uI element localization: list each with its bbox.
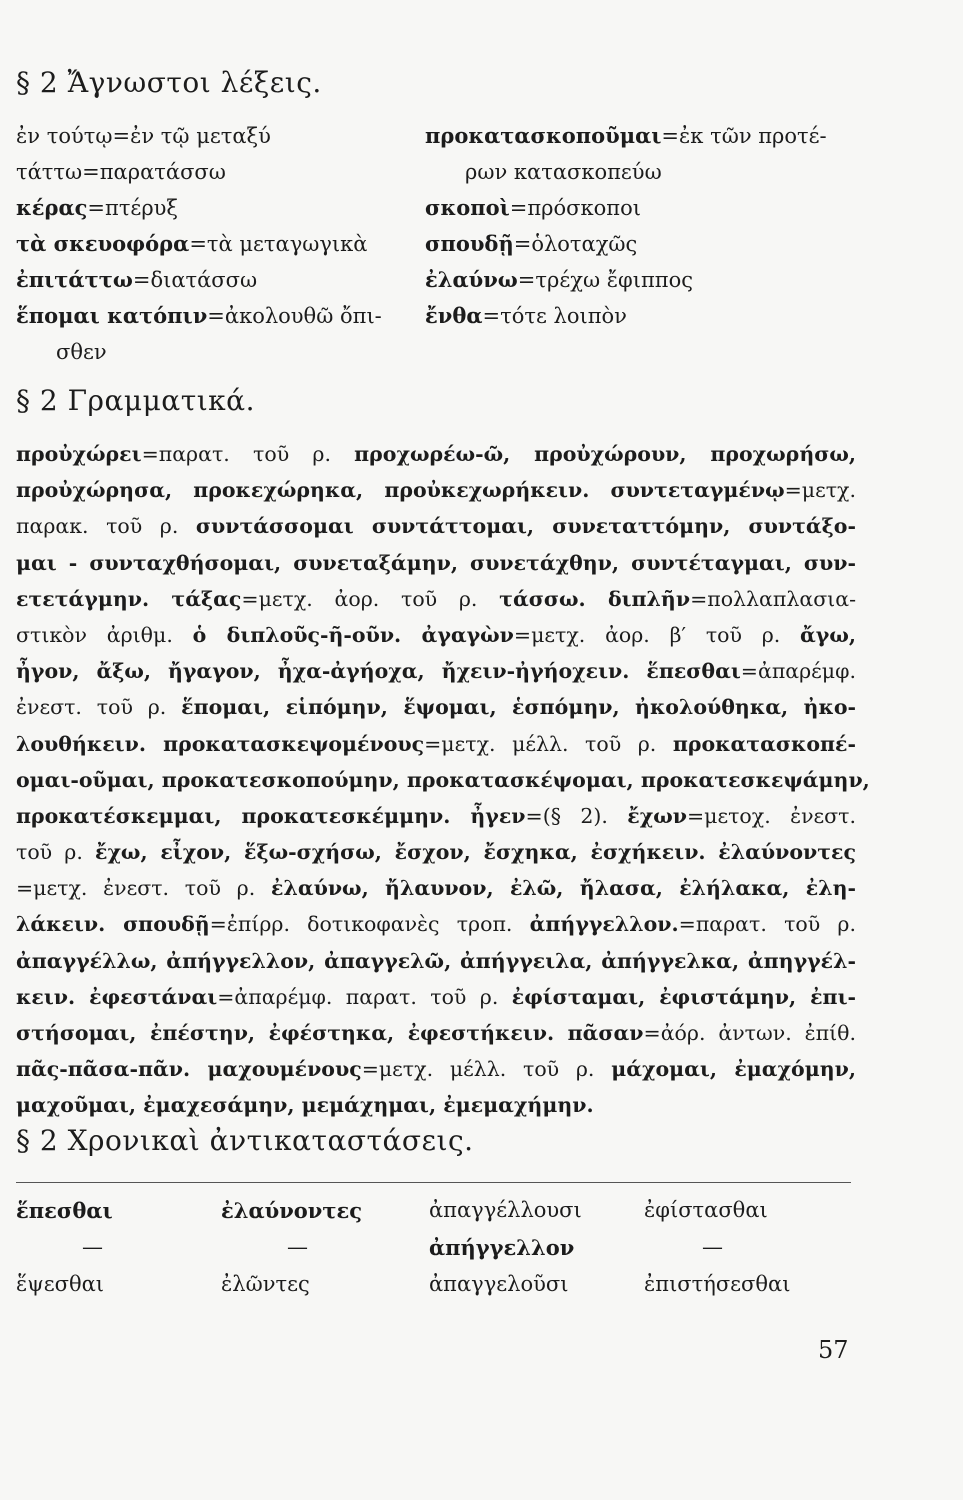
tense-form: ἐλῶντες: [221, 1272, 310, 1296]
vocab-entry: [425, 154, 945, 190]
grammar-form: ἐφίσταμαι, ἐφιστάμην, ἐπι-: [511, 984, 856, 1009]
grammar-form: στήσομαι, ἐπέστην, ἐφέστηκα, ἐφεστήκειν. πᾶσαν: [16, 1021, 644, 1045]
grammar-note: =ἐπίρρ. δοτικοφανὲς τροπ.: [209, 912, 530, 937]
tense-form: —: [287, 1235, 308, 1259]
grammar-line: [16, 581, 856, 617]
grammar-line: [16, 472, 856, 508]
vocab-entry: [16, 298, 396, 334]
tense-row: [16, 1235, 856, 1272]
grammar-note: =μετχ. μέλλ. τοῦ ρ.: [424, 731, 673, 756]
vocab-gloss: τάττω=παρατάσσω: [16, 160, 226, 184]
grammar-form: ἔχων: [627, 803, 687, 828]
tense-cell: [429, 1198, 582, 1222]
vocab-entry: [425, 118, 945, 154]
page-number: 57: [818, 1336, 849, 1364]
vocab-gloss: ἐν τούτῳ=ἐν τῷ μεταξύ: [16, 124, 271, 148]
grammar-form: μαι - συνταχθήσομαι, συνεταξάμην, συνετάχθην, συντέταγμαι, συν-: [16, 550, 856, 575]
grammar-note: =μετχ. ἀορ. τοῦ ρ.: [241, 586, 500, 611]
grammar-line: [16, 545, 856, 581]
tense-form: ἕψεσθαι: [16, 1272, 105, 1296]
grammar-note: =(§ 2).: [525, 803, 628, 828]
tense-cell: [221, 1272, 310, 1296]
grammar-line: [16, 943, 856, 979]
vocab-term: ἔνθα: [425, 303, 483, 328]
grammar-form: συντάσσομαι συντάττομαι, συνεταττόμην, συντάξο-: [195, 514, 856, 539]
vocab-term: τὰ σκευοφόρα: [16, 231, 190, 256]
grammar-note: =ἀπαρέμφ. παρατ. τοῦ ρ.: [217, 984, 512, 1009]
grammar-form: προὐχώρησα, προκεχώρηκα, προὐκεχωρήκειν. συντεταγμένῳ: [16, 478, 785, 503]
grammar-note: =μετχ.: [784, 478, 856, 503]
vocab-term: ἐπιτάττω: [16, 267, 133, 292]
tense-cell: [16, 1235, 103, 1259]
tense-form: ἐπιστήσεσθαι: [644, 1272, 791, 1296]
grammar-line: [16, 870, 856, 906]
vocab-gloss: =τρέχω ἔφιππος: [517, 268, 693, 292]
vocab-gloss: =ἐκ τῶν προτέ-: [661, 124, 827, 148]
grammar-form: προκατασκοπέ-: [672, 731, 856, 756]
grammar-form: ετετάγμην. τάξας: [16, 586, 242, 611]
vocab-gloss: σθεν: [56, 340, 107, 364]
grammar-note: =ἀόρ. ἀντων. ἐπίθ.: [643, 1021, 856, 1045]
tense-form: ἀπαγγέλλουσι: [429, 1198, 582, 1222]
vocab-entry: [16, 262, 396, 298]
tense-cell: [221, 1198, 362, 1223]
vocab-right-column: [425, 118, 945, 334]
grammar-line: [16, 1087, 856, 1123]
vocab-gloss: =τὰ μεταγωγικὰ: [189, 232, 368, 256]
vocab-entry: [425, 262, 945, 298]
grammar-form: ἐλαύνω, ἤλαυνον, ἐλῶ, ἤλασα, ἐλήλακα, ἐλη-: [270, 876, 856, 901]
grammar-form: προκατέσκεμμαι, προκατεσκέμμην. ἦγεν: [16, 803, 526, 828]
grammar-line: [16, 689, 856, 725]
tense-cell: [644, 1272, 790, 1296]
grammar-line: [16, 979, 856, 1015]
tense-form: ἐλαύνοντες: [221, 1198, 363, 1223]
grammar-note: =μετχ. μέλλ. τοῦ ρ.: [361, 1057, 612, 1082]
vocab-entry: [16, 154, 396, 190]
grammar-form: μαχοῦμαι, ἐμαχεσάμην, μεμάχημαι, ἐμεμαχήμην.: [16, 1093, 594, 1118]
grammar-form: προὐχώρει: [16, 442, 142, 466]
grammar-form: ὁ διπλοῦς-ῆ-οῦν. ἀγαγὼν: [192, 622, 514, 647]
grammar-note: παρακ. τοῦ ρ.: [16, 514, 196, 539]
tense-cell: [644, 1198, 768, 1222]
vocab-heading: § 2 Ἄγνωστοι λέξεις.: [16, 66, 322, 99]
tense-form: —: [82, 1235, 103, 1259]
vocab-entry: [16, 334, 396, 370]
grammar-note: =μετοχ. ἐνεστ.: [686, 803, 857, 828]
grammar-note: =ἀπαρέμφ.: [740, 659, 856, 684]
grammar-note: τοῦ ρ.: [16, 840, 95, 865]
section-divider: [16, 1182, 851, 1183]
vocab-entry: [425, 298, 945, 334]
grammar-note: =παρατ. τοῦ ρ.: [141, 442, 355, 466]
grammar-form: ἀπήγγελλον.: [529, 912, 679, 937]
tense-cell: [644, 1235, 723, 1259]
vocab-entry: [425, 190, 945, 226]
grammar-form: λουθήκειν. προκατασκεψομένους: [16, 731, 425, 756]
grammar-form: πᾶς-πᾶσα-πᾶν. μαχουμένους: [16, 1057, 362, 1082]
vocab-term: προκατασκοποῦμαι: [425, 123, 662, 148]
grammar-form: τάσσω. διπλῆν: [499, 586, 691, 611]
vocab-term: σπουδῇ: [425, 231, 514, 256]
vocab-gloss: =ὁλοταχῶς: [513, 232, 638, 256]
grammar-line: [16, 906, 856, 942]
grammar-line: [16, 508, 856, 544]
grammar-line: [16, 834, 856, 870]
tense-cell: [16, 1198, 113, 1223]
grammar-paragraph: [16, 436, 870, 1124]
grammar-line: [16, 1015, 856, 1051]
tense-row: [16, 1198, 856, 1235]
vocab-gloss: =τότε λοιπὸν: [482, 304, 627, 328]
vocab-gloss: =διατάσσω: [132, 268, 258, 292]
vocab-term: ἐλαύνω: [425, 267, 518, 292]
grammar-form: ἀπαγγέλλω, ἀπήγγελλον, ἀπαγγελῶ, ἀπήγγειλα, ἀπήγγελκα, ἀπηγγέλ-: [16, 948, 856, 973]
vocab-term: κέρας: [16, 195, 88, 220]
grammar-heading: § 2 Γραμματικά.: [16, 384, 255, 417]
grammar-note: =μετχ. ἐνεστ. τοῦ ρ.: [16, 876, 271, 901]
grammar-line: [16, 653, 856, 689]
grammar-note: ἐνεστ. τοῦ ρ.: [16, 695, 182, 720]
grammar-form: κειν. ἐφεστάναι: [16, 984, 218, 1009]
tenses-heading: § 2 Χρονικαὶ ἀντικαταστάσεις.: [16, 1124, 474, 1157]
tense-form: —: [702, 1235, 723, 1259]
tense-form: ἀπήγγελλον: [429, 1235, 575, 1260]
vocab-entry: [16, 118, 396, 154]
grammar-form: ἦγον, ἄξω, ἤγαγον, ἦχα-ἀγήοχα, ἤχειν-ἠγήοχειν. ἕπεσθαι: [16, 659, 741, 684]
grammar-form: ἕπομαι, εἱπόμην, ἕψομαι, ἑσπόμην, ἠκολούθηκα, ἠκο-: [181, 695, 857, 720]
tense-table: [16, 1198, 856, 1309]
vocab-gloss: ρων κατασκοπεύω: [465, 160, 662, 184]
grammar-line: [16, 617, 856, 653]
grammar-form: προχωρέω-ῶ, προὐχώρουν, προχωρήσω,: [354, 442, 856, 466]
tense-row: [16, 1272, 856, 1309]
grammar-line: [16, 762, 870, 798]
tense-cell: [429, 1235, 574, 1260]
vocab-gloss: =πρόσκοποι: [509, 196, 641, 220]
vocab-gloss: =πτέρυξ: [87, 196, 178, 220]
grammar-note: =μετχ. ἀορ. β′ τοῦ ρ.: [513, 622, 801, 647]
grammar-line: [16, 1051, 856, 1087]
vocab-entry: [425, 226, 945, 262]
tense-form: ἕπεσθαι: [16, 1198, 113, 1223]
tense-form: ἐφίστασθαι: [644, 1198, 768, 1222]
vocab-entry: [16, 190, 396, 226]
grammar-form: μάχομαι, ἐμαχόμην,: [611, 1057, 856, 1082]
grammar-form: λάκειν. σπουδῇ: [16, 912, 210, 937]
grammar-line: [16, 726, 856, 762]
tense-cell: [221, 1235, 308, 1259]
vocab-term: σκοποὶ: [425, 195, 510, 220]
grammar-line: [16, 798, 856, 834]
vocab-gloss: =ἀκολουθῶ ὄπι-: [207, 304, 382, 328]
grammar-form: ἄγω,: [800, 622, 856, 647]
vocab-entry: [16, 226, 396, 262]
grammar-line: [16, 436, 856, 472]
grammar-note: =πολλαπλασια-: [690, 586, 856, 611]
grammar-form: ομαι-οῦμαι, προκατεσκοπούμην, προκατασκέψομαι, προκατεσκεψάμην,: [16, 767, 870, 792]
grammar-note: =παρατ. τοῦ ρ.: [678, 912, 856, 937]
vocab-left-column: [16, 118, 396, 370]
tense-form: ἀπαγγελοῦσι: [429, 1272, 569, 1296]
vocab-term: ἕπομαι κατόπιν: [16, 303, 208, 328]
grammar-note: στικὸν ἀριθμ.: [16, 622, 193, 647]
tense-cell: [429, 1272, 568, 1296]
tense-cell: [16, 1272, 104, 1296]
grammar-form: ἔχω, εἶχον, ἕξω-σχήσω, ἔσχον, ἔσχηκα, ἐσχήκειν. ἐλαύνοντες: [94, 840, 856, 865]
